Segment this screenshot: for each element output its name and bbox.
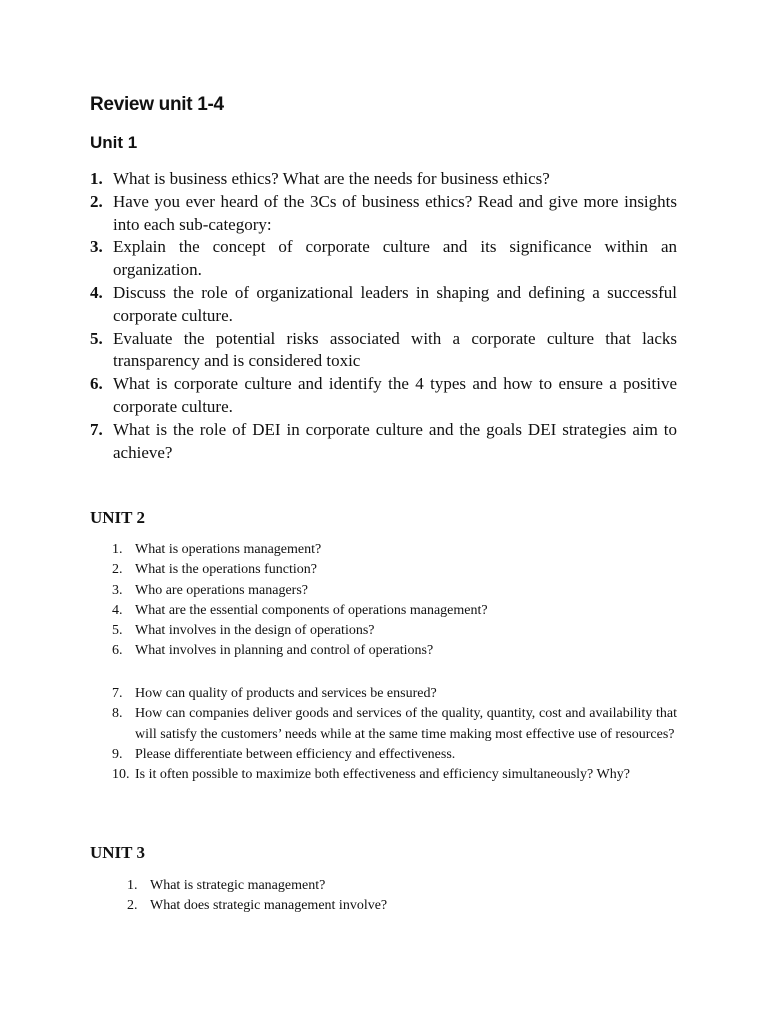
list-item bbox=[90, 191, 677, 237]
unit1-heading: Unit 1 bbox=[90, 133, 138, 152]
list-item bbox=[112, 704, 677, 745]
unit3-question-list bbox=[127, 876, 677, 917]
question-text: Have you ever heard of the 3Cs of business ethics? Read and give more insights into each sub-category: bbox=[113, 191, 677, 234]
item-number: 1. bbox=[112, 542, 123, 557]
question-text: Discuss the role of organizational leaders in shaping and defining a successful corporate culture. bbox=[113, 282, 677, 325]
item-number: 5. bbox=[90, 328, 103, 348]
item-number: 3. bbox=[112, 582, 123, 598]
list-item bbox=[112, 560, 677, 580]
question-text: What involves in planning and control of operations? bbox=[135, 643, 434, 659]
list-item bbox=[112, 621, 677, 641]
item-number: 2. bbox=[112, 562, 123, 578]
list-item bbox=[90, 373, 677, 419]
item-number: 7. bbox=[112, 686, 123, 701]
list-item bbox=[90, 236, 677, 282]
item-number: 6. bbox=[112, 643, 123, 659]
list-item bbox=[90, 168, 677, 191]
unit2-question-list-continued bbox=[112, 684, 677, 785]
question-text: What are the essential components of operations management? bbox=[135, 602, 488, 618]
list-item bbox=[127, 876, 677, 896]
question-text: Evaluate the potential risks associated with a corporate culture that lacks transparency and is considered toxic bbox=[113, 328, 677, 371]
list-item bbox=[112, 765, 677, 785]
list-item bbox=[112, 540, 677, 560]
list-item bbox=[112, 641, 677, 661]
question-text: Who are operations managers? bbox=[135, 582, 308, 598]
item-number: 10. bbox=[112, 767, 130, 783]
item-number: 1. bbox=[90, 169, 103, 188]
item-number: 4. bbox=[90, 282, 103, 302]
question-text: Is it often possible to maximize both effectiveness and efficiency simultaneously? Why? bbox=[135, 767, 630, 783]
question-text: What is operations management? bbox=[135, 542, 322, 557]
question-text: What is the role of DEI in corporate culture and the goals DEI strategies aim to achieve? bbox=[113, 419, 677, 462]
unit2-heading: UNIT 2 bbox=[90, 508, 145, 527]
question-text: What does strategic management involve? bbox=[150, 898, 388, 914]
item-number: 6. bbox=[90, 374, 103, 394]
item-number: 3. bbox=[90, 237, 103, 257]
unit2-question-list bbox=[112, 540, 677, 662]
item-number: 2. bbox=[90, 191, 103, 211]
list-item bbox=[90, 419, 677, 465]
item-number: 8. bbox=[112, 706, 123, 722]
item-number: 7. bbox=[90, 419, 103, 439]
question-text: What is strategic management? bbox=[150, 878, 326, 893]
document-title: Review unit 1-4 bbox=[90, 94, 224, 115]
question-text: What is the operations function? bbox=[135, 562, 317, 578]
item-number: 9. bbox=[112, 746, 123, 762]
unit3-heading: UNIT 3 bbox=[90, 843, 145, 862]
list-item bbox=[90, 282, 677, 328]
item-number: 4. bbox=[112, 602, 123, 618]
list-item bbox=[112, 745, 677, 765]
list-item bbox=[112, 601, 677, 621]
list-item bbox=[90, 328, 677, 374]
item-number: 2. bbox=[127, 898, 138, 914]
question-text: Explain the concept of corporate culture and its significance within an organization. bbox=[113, 237, 677, 280]
question-text: How can quality of products and services be ensured? bbox=[135, 686, 437, 701]
question-text: What involves in the design of operations? bbox=[135, 623, 375, 639]
list-item bbox=[127, 896, 677, 916]
question-text: How can companies deliver goods and services of the quality, quantity, cost and availability that will satisfy the customers’ needs while at the same time making most effective use of resources? bbox=[135, 706, 677, 742]
item-number: 1. bbox=[127, 878, 138, 893]
list-item bbox=[112, 581, 677, 601]
item-number: 5. bbox=[112, 623, 123, 639]
question-text: What is corporate culture and identify the 4 types and how to ensure a positive corporate culture. bbox=[113, 374, 677, 416]
question-text: What is business ethics? What are the needs for business ethics? bbox=[113, 169, 550, 188]
unit1-question-list bbox=[90, 168, 677, 464]
question-text: Please differentiate between efficiency and effectiveness. bbox=[135, 746, 456, 762]
list-item bbox=[112, 684, 677, 704]
